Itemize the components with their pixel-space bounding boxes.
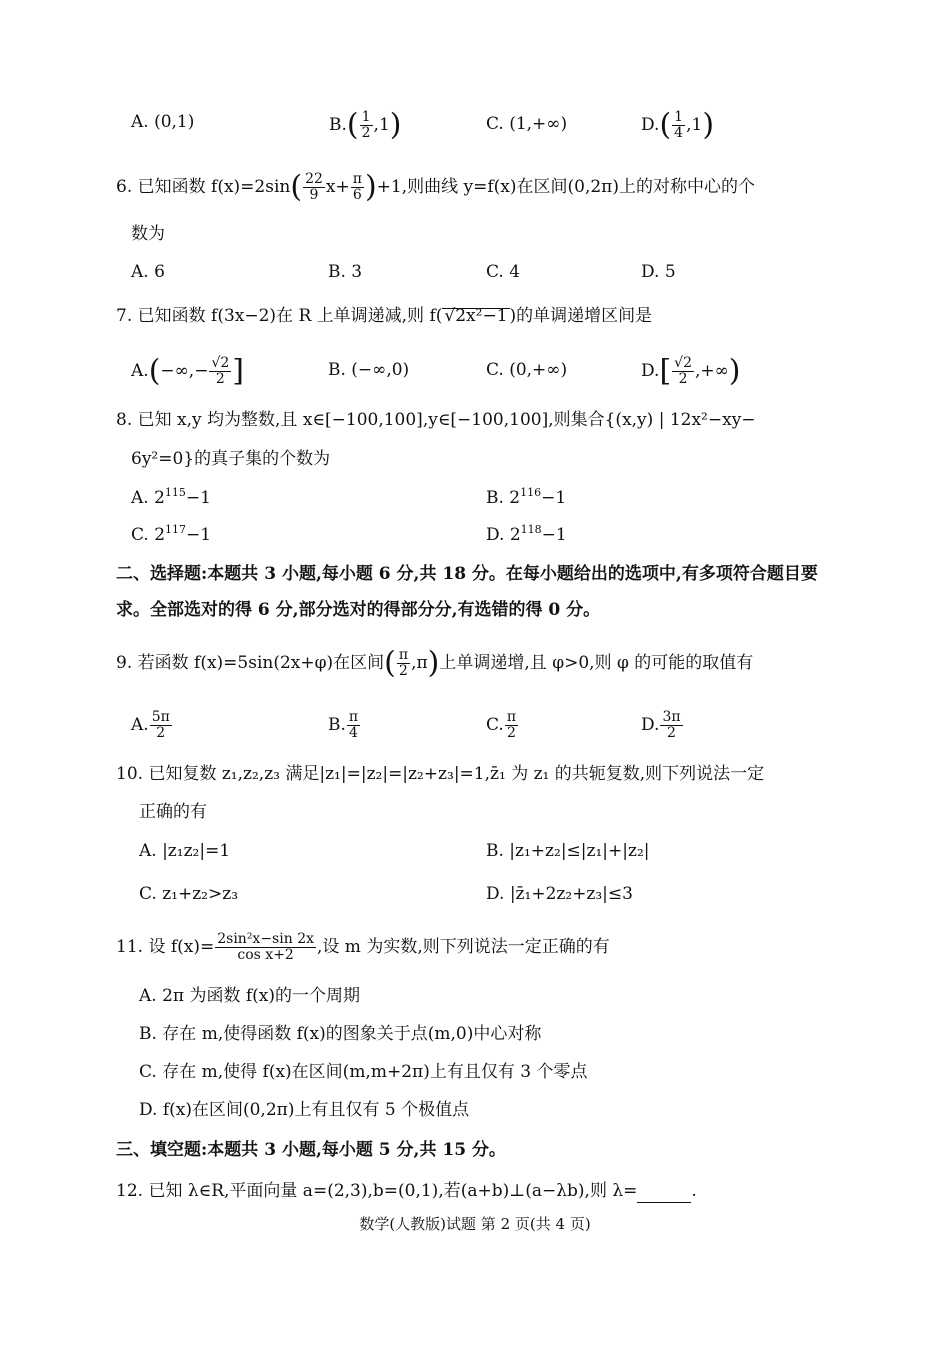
q7-stem: 7. 已知函数 f(3x−2)在 R 上单调递减,则 f( √2x²−1 )的单调递增区间是: [116, 306, 653, 326]
q8-stem-line2: 6y²=0}的真子集的个数为: [131, 449, 331, 469]
q11-option-c: C. 存在 m,使得 f(x)在区间(m,m+2π)上有且仅有 3 个零点: [139, 1062, 588, 1082]
q6-stem-line2: 数为: [131, 224, 165, 244]
q6-stem-line1: 6. 已知函数 f(x)=2sin( $\frac{22}{9}$ x+ $\frac{\pi}{6}$ )+1,则曲线 y=f(x)在区间(0,2π)上的对称中心的个: [116, 169, 755, 205]
q11-stem: 11. 设 f(x)= $\frac{\text{2sin²x−sin 2x}}{\text{cos x+2}}$ ,设 m 为实数,则下列说法一定正确的有: [116, 931, 610, 963]
q8-option-b: B. $2^{116}-1$: [486, 486, 567, 508]
q7-d-fraction: $\frac{√2}{2}$: [674, 355, 692, 387]
q6-option-d: D. 5: [641, 262, 676, 282]
q6-fraction-1: $\frac{22}{9}$: [305, 171, 323, 203]
q9-interval-fraction: $\frac{\pi}{2}$: [398, 647, 409, 679]
q12-answer-blank[interactable]: [637, 1184, 691, 1203]
q7-sqrt: √2x²−1: [444, 306, 508, 326]
q8-option-a: A. $2^{115}-1$: [131, 486, 211, 508]
q7-option-a: A.(−∞,− $\frac{√2}{2}$ ]: [131, 353, 245, 389]
q5-option-b: B.( $\frac{1}{2}$ ,1): [329, 107, 402, 143]
q7-option-b: B. (−∞,0): [328, 360, 410, 380]
q10-stem-line1: 10. 已知复数 z₁,z₂,z₃ 满足|z₁|=|z₂|=|z₂+z₃|=1,z̄₁ 为 z₁ 的共轭复数,则下列说法一定: [116, 764, 765, 784]
q9-d-fraction: $\frac{3\pi}{2}$: [662, 709, 681, 741]
q12-stem: 12. 已知 λ∈R,平面向量 a=(2,3),b=(0,1),若(a+b)⊥(a−λb),则 λ= .: [116, 1181, 697, 1201]
q9-option-a: A. $\frac{5\pi}{2}$: [131, 709, 170, 741]
q9-stem: 9. 若函数 f(x)=5sin(2x+φ)在区间( $\frac{\pi}{2}$ ,π)上单调递增,且 φ>0,则 φ 的可能的取值有: [116, 645, 754, 681]
q9-option-b: B. $\frac{\pi}{4}$: [328, 709, 359, 741]
q10-stem-line2: 正确的有: [139, 802, 207, 822]
q8-option-d: D. $2^{118}-1$: [486, 523, 567, 545]
q9-c-fraction: $\frac{\pi}{2}$: [506, 709, 517, 741]
q11-option-a: A. 2π 为函数 f(x)的一个周期: [139, 986, 361, 1006]
q6-fraction-2: $\frac{\pi}{6}$: [352, 171, 362, 203]
q10-option-b: B. |z₁+z₂|≤|z₁|+|z₂|: [486, 841, 650, 861]
q10-option-a: A. |z₁z₂|=1: [139, 841, 231, 861]
q5-option-d: D.( $\frac{1}{4}$ ,1): [641, 107, 715, 143]
q7-option-c: C. (0,+∞): [486, 360, 568, 380]
q5-option-c: C. (1,+∞): [486, 114, 568, 134]
q9-a-fraction: $\frac{5\pi}{2}$: [151, 709, 170, 741]
q9-option-d: D. $\frac{3\pi}{2}$: [641, 709, 681, 741]
page-footer: 数学(人教版)试题 第 2 页(共 4 页): [359, 1215, 591, 1233]
q6-option-b: B. 3: [328, 262, 363, 282]
q10-option-d: D. |z̄₁+2z₂+z₃|≤3: [486, 884, 633, 904]
q7-option-d: D.[ $\frac{√2}{2}$ ,+∞): [641, 353, 741, 389]
q10-option-c: C. z₁+z₂>z₃: [139, 884, 239, 904]
q6-option-c: C. 4: [486, 262, 521, 282]
q11-option-d: D. f(x)在区间(0,2π)上有且仅有 5 个极值点: [139, 1100, 470, 1120]
q8-stem-line1: 8. 已知 x,y 均为整数,且 x∈[−100,100],y∈[−100,100],则集合{(x,y) | 12x²−xy−: [116, 410, 756, 430]
q9-option-c: C. $\frac{\pi}{2}$: [486, 709, 517, 741]
q8-option-c: C. $2^{117}-1$: [131, 523, 212, 545]
q6-option-a: A. 6: [131, 262, 165, 282]
section2-instructions-line2: 求。全部选对的得 6 分,部分选对的得部分分,有选错的得 0 分。: [116, 600, 601, 620]
q5-b-fraction: $\frac{1}{2}$: [361, 109, 371, 141]
q11-option-b: B. 存在 m,使得函数 f(x)的图象关于点(m,0)中心对称: [139, 1024, 542, 1044]
section2-instructions-line1: 二、选择题:本题共 3 小题,每小题 6 分,共 18 分。在每小题给出的选项中,有多项符合题目要: [116, 564, 818, 584]
q9-b-fraction: $\frac{\pi}{4}$: [348, 709, 359, 741]
q5-d-fraction: $\frac{1}{4}$: [674, 109, 684, 141]
section3-title: 三、填空题:本题共 3 小题,每小题 5 分,共 15 分。: [116, 1140, 506, 1160]
q5-option-a: A. (0,1): [131, 112, 195, 132]
q7-a-fraction: $\frac{√2}{2}$: [211, 355, 230, 387]
q11-function-fraction: $\frac{\text{2sin²x−sin 2x}}{\text{cos x+2}}$: [217, 931, 314, 963]
